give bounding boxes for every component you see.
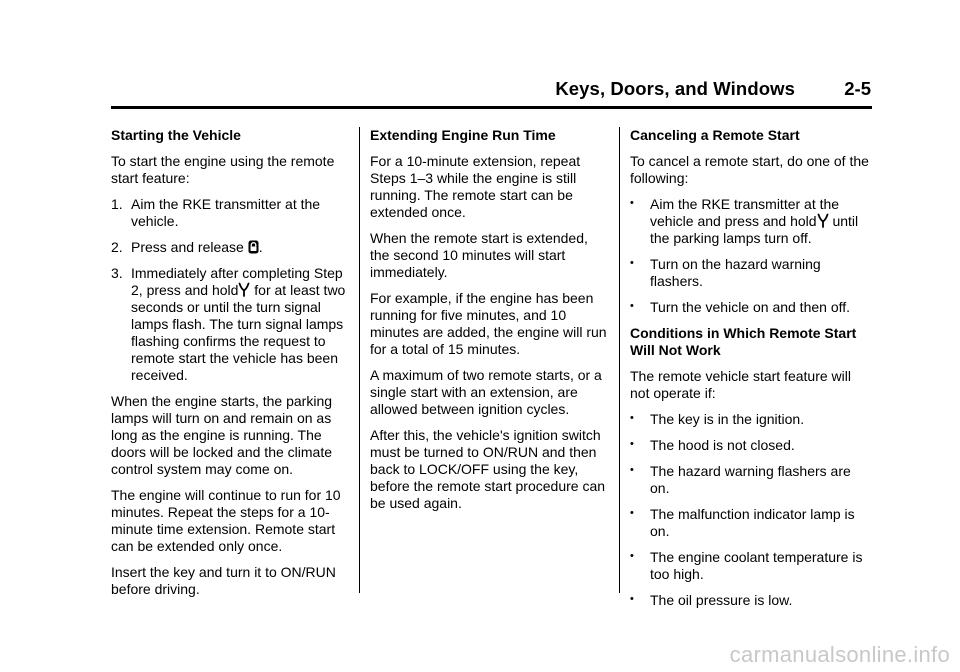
list-item-text: The malfunction indicator lamp is on. [650, 506, 855, 539]
list-item [630, 256, 870, 290]
list-item-text: The hazard warning flashers are on. [650, 463, 851, 496]
paragraph: The engine will continue to run for 10 minutes. Repeat the steps for a 10-minute time extension. Remote start can be extended only once. [111, 487, 341, 554]
remote-start-icon [238, 282, 250, 297]
page-footer [0, 640, 960, 672]
remote-start-icon [817, 213, 829, 228]
lock-icon [248, 240, 259, 254]
step-text: Aim the RKE transmitter at the vehicle. [131, 196, 321, 229]
page-header [111, 78, 871, 102]
list-item [630, 411, 870, 428]
step-text-pre: Immediately after completing Step 2, press and hold [131, 265, 343, 298]
paragraph: To cancel a remote start, do one of the following: [630, 153, 869, 186]
column-divider [359, 127, 360, 593]
paragraph: Insert the key and turn it to ON/RUN before driving. [111, 564, 336, 597]
column-3 [630, 127, 870, 618]
bullet-marker: • [630, 300, 634, 312]
list-item-text: The oil pressure is low. [650, 592, 793, 608]
step-text-post: . [258, 239, 263, 255]
list-item [630, 506, 870, 540]
step-3 [111, 265, 351, 384]
bullet-marker: • [630, 507, 634, 519]
list-item-text-post: until the parking lamps turn off. [650, 213, 859, 246]
bullet-marker: • [630, 412, 634, 424]
bullet-marker: • [630, 464, 634, 476]
bullet-marker: • [630, 550, 634, 562]
bullet-marker: • [630, 197, 634, 209]
intro-paragraph: To start the engine using the remote start feature: [111, 153, 335, 186]
watermark: carmanualsonline.info [729, 642, 950, 667]
column-2 [370, 127, 610, 521]
step-1 [111, 196, 351, 230]
list-item-text: The engine coolant temperature is too high. [650, 549, 863, 582]
column-divider [619, 127, 620, 593]
step-text-post: for at least two seconds or until the turn signal lamps flash. The turn signal lamps flashing confirms the request to remote start the vehicle has been received. [131, 282, 346, 383]
step-text-pre: Press and release [131, 239, 244, 255]
bullet-marker: • [630, 257, 634, 269]
heading-canceling-remote-start: Canceling a Remote Start [630, 127, 800, 143]
list-item-text: Turn on the hazard warning flashers. [650, 256, 821, 289]
step-number: 2. [111, 239, 123, 255]
step-text [131, 239, 351, 256]
heading-conditions-not-work: Conditions in Which Remote Start Will Not Work [630, 325, 857, 358]
heading-starting-vehicle: Starting the Vehicle [111, 127, 241, 143]
paragraph: For a 10-minute extension, repeat Steps 1–3 while the engine is still running. The remote start can be extended once. [370, 153, 581, 220]
list-item [630, 196, 870, 247]
paragraph: A maximum of two remote starts, or a single start with an extension, are allowed between ignition cycles. [370, 367, 602, 417]
paragraph: For example, if the engine has been running for five minutes, and 10 minutes are added, the engine will run for a total of 15 minutes. [370, 290, 607, 357]
section-title: Keys, Doors, and Windows [555, 78, 795, 99]
list-item-text: The hood is not closed. [650, 437, 795, 453]
list-item-text [650, 196, 870, 247]
column-1 [111, 127, 351, 607]
paragraph: When the engine starts, the parking lamps will turn on and remain on as long as the engine is running. The doors will be locked and the climate control system may come on. [111, 393, 333, 477]
list-item-text: The key is in the ignition. [650, 411, 805, 427]
bullet-marker: • [630, 593, 634, 605]
paragraph: After this, the vehicle's ignition switch must be turned to ON/RUN and then back to LOCK/OFF using the key, before the remote start procedure can be used again. [370, 427, 606, 511]
heading-extending-run-time: Extending Engine Run Time [370, 127, 556, 143]
bullet-marker: • [630, 438, 634, 450]
paragraph: When the remote start is extended, the second 10 minutes will start immediately. [370, 230, 588, 280]
list-item [630, 299, 870, 316]
step-number: 3. [111, 265, 123, 281]
step-2 [111, 239, 351, 256]
list-item [630, 549, 870, 583]
list-item [630, 592, 870, 609]
list-item-text: Turn the vehicle on and then off. [650, 299, 851, 315]
step-number: 1. [111, 196, 123, 212]
list-item-text-pre: Aim the RKE transmitter at the vehicle and press and hold [650, 196, 840, 229]
header-rule [111, 106, 872, 109]
step-text [131, 265, 351, 384]
list-item [630, 463, 870, 497]
page-number: 2-5 [844, 78, 871, 99]
paragraph: The remote vehicle start feature will not operate if: [630, 368, 851, 401]
list-item [630, 437, 870, 454]
